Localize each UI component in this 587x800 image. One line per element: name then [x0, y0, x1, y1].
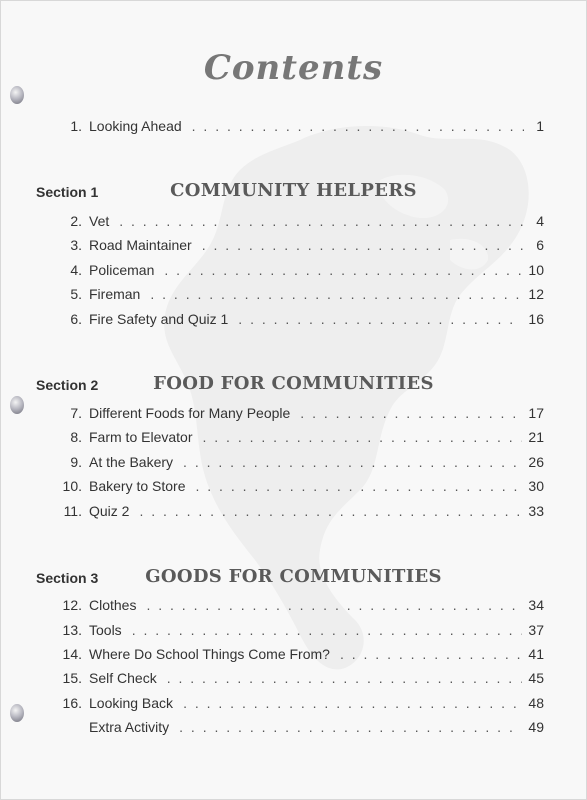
entry-title: Bakery to Store: [89, 478, 186, 494]
entry-number: 16.: [62, 695, 82, 711]
dot-leader: [238, 311, 522, 327]
toc-entry: [60, 597, 544, 617]
toc-entry: [60, 286, 544, 306]
entry-number: 7.: [70, 405, 82, 421]
entry-number: 11.: [63, 503, 82, 519]
toc-entry: [60, 237, 544, 257]
entry-page: 30: [528, 478, 544, 494]
toc-entry: [60, 646, 544, 666]
entry-title: Farm to Elevator: [89, 429, 193, 445]
entry-title: At the Bakery: [89, 454, 174, 470]
entry-page: 17: [528, 405, 544, 421]
entry-page: 10: [528, 262, 544, 278]
toc-entry: [60, 454, 544, 474]
toc-entry: [60, 695, 544, 715]
entry-number: 12.: [62, 597, 82, 613]
dot-leader: [146, 597, 522, 613]
entry-number: 4.: [70, 262, 82, 278]
entry-title: Policeman: [89, 262, 155, 278]
entry-page: 45: [528, 670, 544, 686]
entry-title: Quiz 2: [89, 503, 130, 519]
dot-leader: [196, 478, 523, 494]
toc-entry: [60, 622, 544, 642]
entry-title: Vet: [89, 213, 110, 229]
entry-page: 41: [528, 646, 544, 662]
entry-number: 10.: [62, 478, 82, 494]
dot-leader: [192, 118, 524, 134]
binder-hole: [10, 396, 24, 414]
entry-title: Fireman: [89, 286, 141, 302]
entry-page: 6: [536, 237, 544, 253]
dot-leader: [183, 695, 522, 711]
north-america-map-watermark: [150, 120, 540, 680]
entry-page: 33: [528, 503, 544, 519]
section-title: FOOD FOR COMMUNITIES: [153, 373, 434, 394]
dot-leader: [164, 262, 522, 278]
section-label: Section 2: [36, 377, 99, 393]
entry-number: 14.: [62, 646, 82, 662]
entry-number: 6.: [70, 311, 82, 327]
entry-title: Where Do School Things Come From?: [89, 646, 330, 662]
entry-page: 21: [528, 429, 544, 445]
dot-leader: [340, 646, 522, 662]
dot-leader: [139, 503, 522, 519]
section-label: Section 3: [36, 570, 99, 586]
dot-leader: [150, 286, 522, 302]
entry-page: 16: [528, 311, 544, 327]
entry-page: 12: [528, 286, 544, 302]
toc-entry: [60, 405, 544, 425]
entry-number: 8.: [70, 429, 82, 445]
entry-title: Fire Safety and Quiz 1: [89, 311, 229, 327]
entry-title: Extra Activity: [89, 719, 170, 735]
entry-page: 37: [528, 622, 544, 638]
dot-leader: [179, 719, 522, 735]
toc-entry: [60, 118, 544, 138]
page-title: Contents: [203, 48, 384, 88]
section-title: GOODS FOR COMMUNITIES: [145, 566, 442, 587]
toc-entry: [60, 719, 544, 739]
entry-number: 1.: [70, 118, 82, 134]
dot-leader: [132, 622, 523, 638]
entry-title: Clothes: [89, 597, 137, 613]
dot-leader: [202, 429, 522, 445]
entry-number: 2.: [70, 213, 82, 229]
toc-entry: [60, 503, 544, 523]
entry-page: 34: [528, 597, 544, 613]
toc-entry: [60, 262, 544, 282]
toc-entry: [60, 670, 544, 690]
entry-title: Tools: [89, 622, 122, 638]
entry-number: 3.: [70, 237, 82, 253]
toc-entry: [60, 429, 544, 449]
toc-entry: [60, 213, 544, 233]
entry-page: 49: [528, 719, 544, 735]
section-title: COMMUNITY HELPERS: [170, 180, 417, 201]
entry-number: 9.: [70, 454, 82, 470]
binder-hole: [10, 704, 24, 722]
entry-title: Looking Ahead: [89, 118, 182, 134]
dot-leader: [119, 213, 524, 229]
entry-page: 26: [528, 454, 544, 470]
dot-leader: [300, 405, 522, 421]
entry-title: Different Foods for Many People: [89, 405, 291, 421]
entry-page: 4: [536, 213, 544, 229]
entry-number: 15.: [62, 670, 82, 686]
binder-hole: [10, 86, 24, 104]
entry-number: 13.: [62, 622, 82, 638]
dot-leader: [202, 237, 524, 253]
section-label: Section 1: [36, 184, 99, 200]
entry-title: Road Maintainer: [89, 237, 192, 253]
entry-number: 5.: [70, 286, 82, 302]
entry-page: 48: [528, 695, 544, 711]
entry-title: Looking Back: [89, 695, 174, 711]
dot-leader: [167, 670, 523, 686]
dot-leader: [183, 454, 522, 470]
toc-entry: [60, 311, 544, 331]
entry-page: 1: [536, 118, 544, 134]
toc-entry: [60, 478, 544, 498]
entry-title: Self Check: [89, 670, 157, 686]
